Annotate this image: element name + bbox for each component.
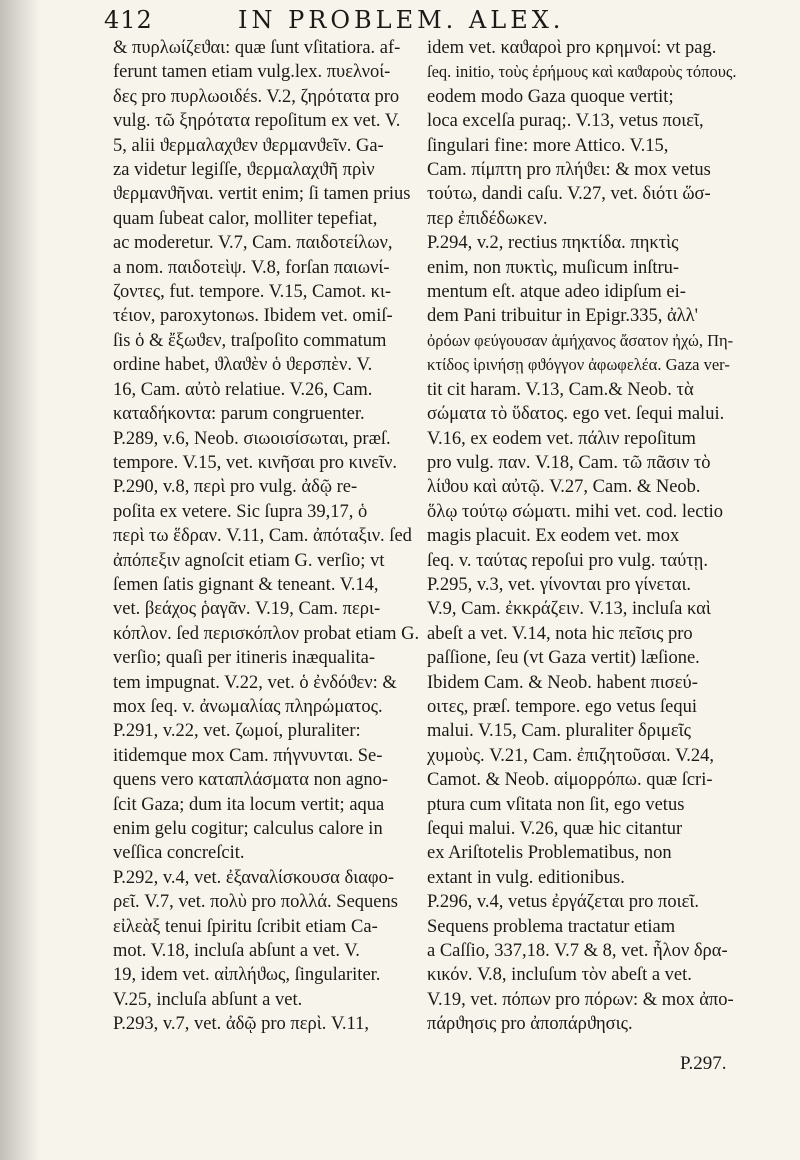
text-line: extant in vulg. editionibus. bbox=[427, 867, 625, 888]
text-line: a nom. παιδοτεὶψ. V.8, forſan παιωνί- bbox=[113, 257, 390, 278]
text-line: paſſione, ſeu (vt Gaza vertit) læſione. bbox=[427, 648, 700, 669]
text-line: vet. βεάχος ῥαγᾶν. V.19, Cam. περι- bbox=[113, 599, 381, 620]
text-line: P.290, v.8, περὶ pro vulg. ἀδῷ re- bbox=[113, 477, 358, 498]
text-line: malui. V.15, Cam. pluraliter δριμεῖς bbox=[427, 721, 691, 742]
page-number: 412 bbox=[104, 6, 153, 34]
text-line: loca excelſa puraq;. V.13, vetus ποιεῖ, bbox=[427, 111, 704, 132]
text-line: quam ſubeat calor, molliter tepefiat, bbox=[113, 208, 378, 229]
text-line: P.296, v.4, vetus ἐργάζεται pro ποιεῖ. bbox=[427, 892, 699, 913]
text-line: ſcit Gaza; dum ita locum vertit; aqua bbox=[113, 794, 385, 815]
text-line: tit cit haram. V.13, Cam.& Neob. τὰ bbox=[427, 379, 694, 400]
text-line: πάρϑησις pro ἀποπάρϑησις. bbox=[427, 1014, 633, 1035]
text-line: veſſica concreſcit. bbox=[113, 843, 245, 864]
text-line: P.295, v.3, vet. γίνονται pro γίνεται. bbox=[427, 574, 692, 595]
text-line: ἀπόπεξιν agnoſcit etiam G. verſio; vt bbox=[113, 550, 385, 571]
text-line: itidemque mox Cam. πήγνυνται. Se- bbox=[113, 745, 383, 766]
text-line: eodem modo Gaza quoque vertit; bbox=[427, 86, 674, 107]
page-header bbox=[104, 6, 704, 36]
text-line: ac moderetur. V.7, Cam. παιδοτείλων, bbox=[113, 233, 393, 254]
text-line: verſio; quaſi per itineris inæqualita- bbox=[113, 648, 376, 669]
text-line: 16, Cam. αὐτὸ relatiue. V.26, Cam. bbox=[113, 379, 373, 400]
text-line: ζοντες, fut. tempore. V.15, Camot. κι- bbox=[113, 282, 392, 303]
text-line: περὶ τω ἕδραν. V.11, Cam. ἀπόταξιν. ſed bbox=[113, 526, 412, 547]
text-line: za videtur legiſſe, ϑερμαλαχϑῆ πρὶν bbox=[113, 160, 375, 181]
text-line: Ibidem Cam. & Neob. habent πισεύ- bbox=[427, 672, 698, 693]
text-line: ordine habet, ϑλαϑὲν ὁ ϑερσπὲν. V. bbox=[113, 355, 373, 376]
text-line: pro vulg. παν. V.18, Cam. τῶ πᾶσιν τὸ bbox=[427, 452, 711, 473]
text-line: κικόν. V.8, incluſum τὸν abeſt a vet. bbox=[427, 965, 692, 986]
text-line: τούτω, dandi caſu. V.27, vet. διότι ὥσ- bbox=[427, 184, 711, 205]
text-line: ſemen ſatis gignant & teneant. V.14, bbox=[113, 574, 379, 595]
text-line: mot. V.18, incluſa abſunt a vet. V. bbox=[113, 941, 360, 962]
text-line: ϑερμανϑῆναι. vertit enim; ſi tamen prius bbox=[113, 184, 411, 205]
text-line: 5, alii ϑερμαλαχϑεν ϑερμανϑεῖν. Ga- bbox=[113, 135, 384, 156]
catchword: P.297. bbox=[680, 1053, 727, 1074]
text-line: χυμοὺς. V.21, Cam. ἐπιζητοῦσαι. V.24, bbox=[427, 745, 714, 766]
text-line: V.19, vet. πόπων pro πόρων: & mox ἀπο- bbox=[427, 989, 734, 1010]
text-line: ρεῖ. V.7, vet. πολὺ pro πολλά. Sequens bbox=[113, 892, 398, 913]
text-line: καταδήκοντα: parum congruenter. bbox=[113, 404, 365, 425]
text-line: P.292, v.4, vet. ἐξαναλίσκουσα διαφο- bbox=[113, 867, 394, 888]
running-title: IN PROBLEM. ALEX. bbox=[238, 6, 565, 34]
text-line: mentum eſt. atque adeo idipſum ei- bbox=[427, 282, 686, 303]
text-line: enim, non πυκτὶς, muſicum inſtru- bbox=[427, 257, 680, 278]
text-line: Camot. & Neob. αἱμορρόπω. quæ ſcri- bbox=[427, 770, 713, 791]
text-line: ὀρόων φεύγουσαν ἀμήχανος ἄσατον ἠχώ, Πη- bbox=[427, 330, 734, 350]
text-line: P.289, v.6, Neob. σιωοισίσωται, præſ. bbox=[113, 428, 391, 449]
text-line: εἰλεὰξ tenui ſpiritu ſcribit etiam Ca- bbox=[113, 916, 378, 937]
text-line: idem vet. καϑαροὶ pro κρημνοί: vt pag. bbox=[427, 38, 717, 58]
text-line: 19, idem vet. αἰπλήϑως, ſingulariter. bbox=[113, 965, 381, 986]
text-line: ſis ὁ & ἔξωϑεν, traſpoſito commatum bbox=[113, 330, 387, 351]
text-line: vulg. τῶ ξηρότατα repoſitum ex vet. V. bbox=[113, 111, 401, 132]
text-line: κτίδος ἱρινήσῃ φϑόγγον ἀφωφελέα. Gaza ver- bbox=[427, 355, 730, 375]
binding-shadow bbox=[0, 0, 40, 1160]
text-line: & πυρλωίζεϑαι: quæ ſunt vſitatiora. af- bbox=[113, 38, 401, 58]
text-line: κόπλον. ſed περισκόπλον probat etiam G. bbox=[113, 623, 419, 644]
text-line: Cam. πίμπτη pro πλήϑει: & mox vetus bbox=[427, 160, 711, 181]
text-line: ſingulari fine: more Attico. V.15, bbox=[427, 135, 669, 156]
text-line: ſeq. v. ταύτας repoſui pro vulg. ταύτῃ. bbox=[427, 550, 708, 571]
text-line: δες pro πυρλωοιδέs. V.2, ζηρότατα pro bbox=[113, 86, 400, 107]
text-line: mox ſeq. v. ἀνωμαλίας πληρώματος. bbox=[113, 696, 383, 717]
text-line: ὅλῳ τούτῳ σώματι. mihi vet. cod. lectio bbox=[427, 501, 723, 522]
text-line: οιτες, præſ. tempore. ego vetus ſequi bbox=[427, 696, 698, 717]
right-text-column bbox=[427, 36, 737, 1037]
text-line: V.25, incluſa abſunt a vet. bbox=[113, 989, 303, 1010]
text-line: V.16, ex eodem vet. πάλιν repoſitum bbox=[427, 428, 696, 449]
text-line: dem Pani tribuitur in Epigr.335, ἀλλ' bbox=[427, 306, 698, 327]
text-line: poſita ex vetere. Sic ſupra 39,17, ὁ bbox=[113, 501, 368, 522]
text-line: P.291, v.22, vet. ζωμοί, pluraliter: bbox=[113, 721, 361, 742]
text-line: ferunt tamen etiam vulg.lex. πυελνοί- bbox=[113, 62, 391, 83]
text-line: tempore. V.15, vet. κινῆσαι pro κινεῖν. bbox=[113, 452, 398, 473]
text-line: enim gelu cogitur; calculus calore in bbox=[113, 819, 383, 839]
text-line: tem impugnat. V.22, vet. ὁ ἐνδόϑεν: & bbox=[113, 672, 397, 693]
text-line: ſeq. initio, τοὺς ἐρήμους καὶ καϑαροὺς τόπους. bbox=[427, 62, 737, 82]
text-line: P.293, v.7, vet. ἀδῷ pro περὶ. V.11, bbox=[113, 1014, 369, 1035]
text-line: magis placuit. Ex eodem vet. mox bbox=[427, 526, 680, 547]
text-line: P.294, v.2, rectius πηκτίδα. πηκτὶς bbox=[427, 233, 679, 254]
text-line: a Caſſio, 337,18. V.7 & 8, vet. ἦλον δρα- bbox=[427, 941, 728, 962]
text-line: περ ἐπιδέδωκεν. bbox=[427, 208, 548, 229]
text-line: λίϑου καὶ αὐτῷ. V.27, Cam. & Neob. bbox=[427, 477, 701, 498]
text-line: ptura cum vſitata non ſit, ego vetus bbox=[427, 794, 685, 815]
left-text-column bbox=[113, 36, 419, 1037]
text-line: Sequens problema tractatur etiam bbox=[427, 916, 676, 937]
text-line: V.9, Cam. ἐκκράζειν. V.13, incluſa καὶ bbox=[427, 599, 711, 620]
text-line: ex Ariſtotelis Problematibus, non bbox=[427, 843, 672, 864]
text-line: ſequi malui. V.26, quæ hic citantur bbox=[427, 819, 683, 839]
text-line: σώματα τὸ ὕδατος. ego vet. ſequi malui. bbox=[427, 404, 725, 425]
text-line: quens vero καταπλάσματα non agno- bbox=[113, 770, 389, 791]
text-line: abeſt a vet. V.14, nota hic πεῖσις pro bbox=[427, 623, 693, 644]
text-line: τέιον, paroxytonωs. Ibidem vet. omiſ- bbox=[113, 306, 393, 327]
